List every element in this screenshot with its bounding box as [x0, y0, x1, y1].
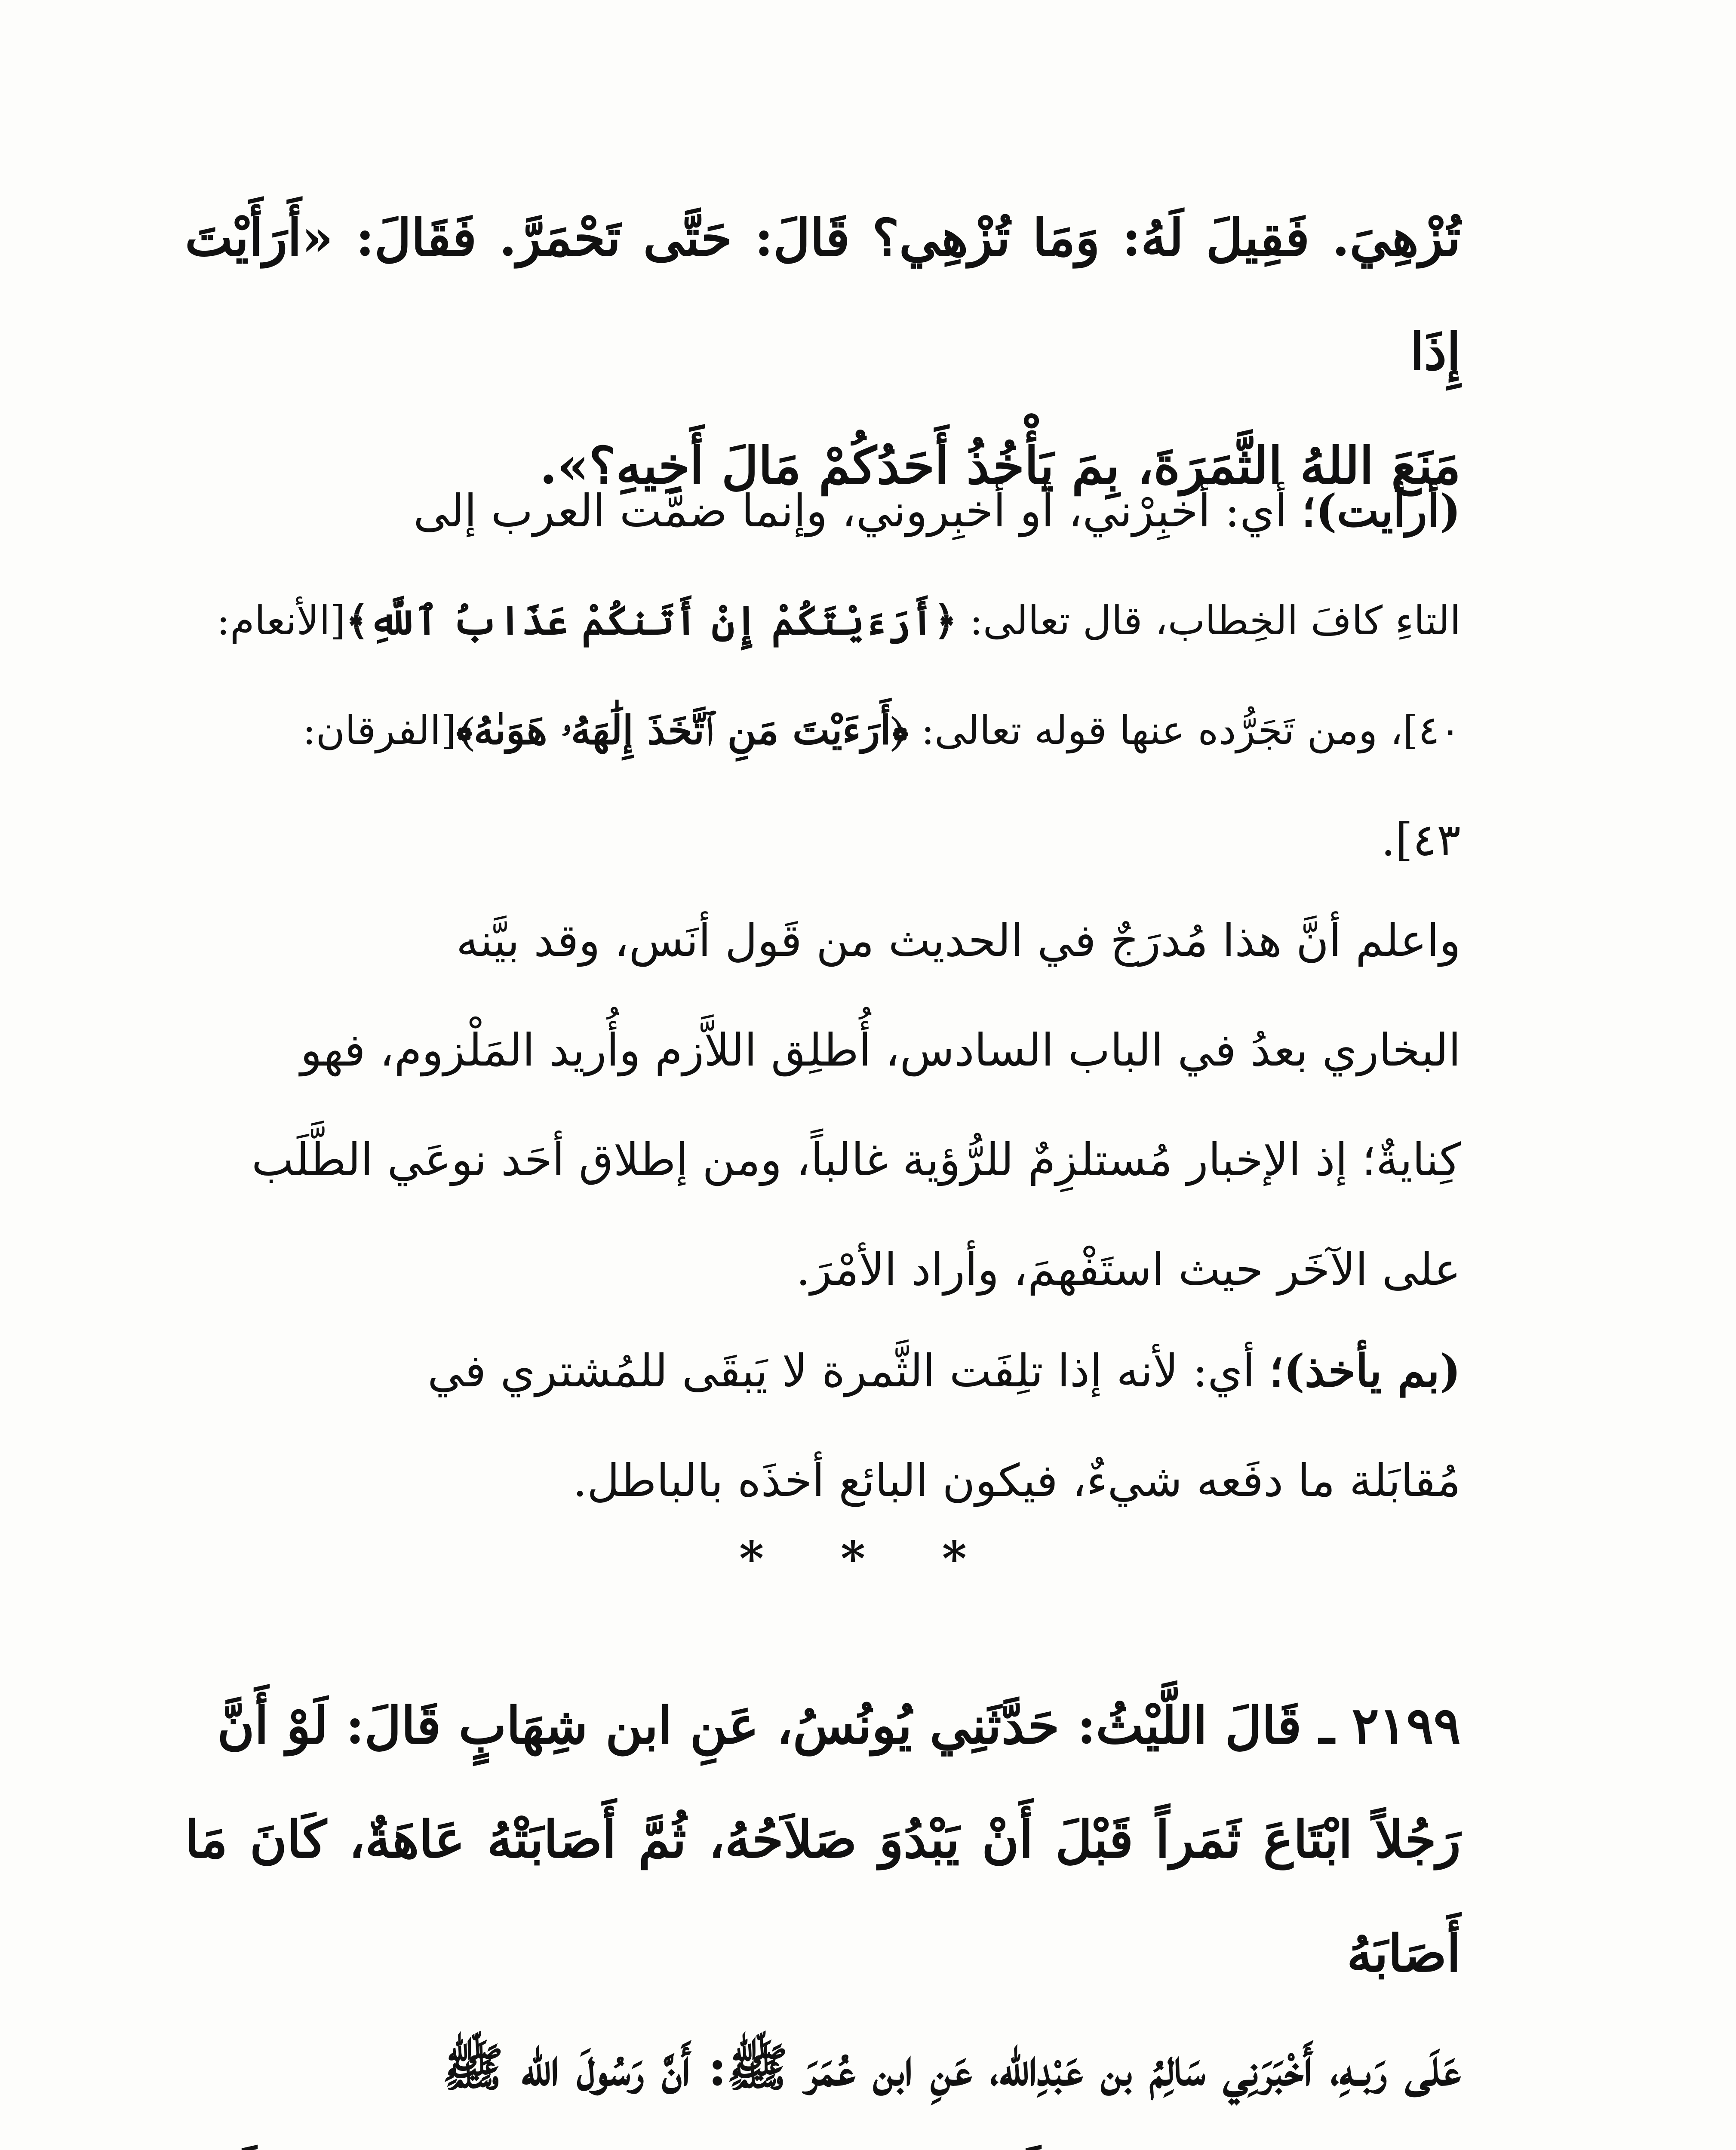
commentary-line: [185, 676, 1461, 785]
hadith-line: عَلَى رَبـهِ، أَخْبَرَنِي سَالِمُ بن عَبْدِالله، عَنِ ابن عُمَرَ ﷺ: أَنَّ رَسُولَ الله ﷺ: [442, 2037, 1461, 2097]
commentary-ala-rabbihi: [185, 2128, 1461, 2150]
commentary-text: أي: أخبِرْني، أو أَخبِروني، وإنما ضمَّت العرب إلى: [413, 485, 1302, 537]
quran-quote: ﴿أَرَءَيْتَ مَنِ ٱتَّخَذَ إِلَٰهَهُۥ هَوَىٰهُ﴾: [456, 707, 909, 753]
hadith-line: ٢١٩٩ ـ قَالَ اللَّيْثُ: حَدَّثَنِي يُونُسُ، عَنِ ابن شِهَابٍ قَالَ: لَوْ أَنَّ: [217, 1695, 1461, 1755]
commentary-mudraj: [185, 886, 1461, 1324]
surah-reference: [الفرقان:: [302, 707, 456, 753]
commentary-text: ٤٠]، ومن تَجَرُّده عنها قوله تعالى:: [908, 707, 1461, 753]
surah-reference: [الأنعام:: [216, 598, 346, 644]
commentary-lemma: (بم يأخذ)؛: [1269, 1344, 1461, 1397]
commentary-line: [185, 566, 1461, 676]
hadith-line: رَجُلاً ابْتَاعَ ثَمَراً قَبْلَ أَنْ يَبْدُوَ صَلاَحُهُ، ثُمَّ أَصَابَتْهُ عَاهَةٌ، كَانَ مَا أَصَابَهُ: [185, 1809, 1461, 1983]
section-separator: * * *: [739, 1531, 997, 1586]
hadith-line: مَنَعَ اللهُ الثَّمَرَةَ، بِمَ يَأْخُذُ أَحَدُكُمْ مَالَ أَخِيهِ؟».: [539, 436, 1461, 495]
commentary-arayta: [185, 456, 1461, 895]
hadith-2199: [185, 1668, 1461, 2150]
commentary-line: واعلم أنَّ هذا مُدرَجٌ في الحديث من قَول أنَس، وقد بيَّنه: [456, 914, 1461, 967]
commentary-lemma: (أرأيت)؛: [1301, 484, 1461, 537]
commentary-line: على الآخَر حيث استَفْهمَ، وأراد الأمْرَ.: [796, 1243, 1461, 1296]
commentary-line: [185, 2128, 1461, 2150]
commentary-line: [185, 456, 1461, 566]
commentary-line: [185, 1316, 1461, 1426]
commentary-text: التاءِ كافَ الخِطاب، قال تعالى:: [957, 598, 1461, 644]
commentary-text: أي: لأنه إذا تلِفَت الثَّمرة لا يَبقَى للمُشتري في: [427, 1345, 1269, 1397]
commentary-line: كِنايةٌ؛ إذ الإخبار مُستلزِمٌ للرُّؤية غالباً، ومن إطلاق أحَد نوعَي الطَّلَب: [252, 1133, 1461, 1186]
commentary-line: ٤٣].: [1381, 814, 1461, 866]
commentary-line: مُقابَلة ما دفَعه شيءٌ، فيكون البائع أخذَه بالباطل.: [572, 1454, 1461, 1507]
commentary-bima-yakhudh: [185, 1316, 1461, 1536]
hadith-line: تُزْهِيَ. فَقِيلَ لَهُ: وَمَا تُزْهِي؟ قَالَ: حَتَّى تَحْمَرَّ. فَقَالَ: «أَرَأَيْتَ إِذَا: [185, 208, 1461, 381]
commentary-line: البخاري بعدُ في الباب السادس، أُطلِق اللاَّزم وأُريد المَلْزوم، فهو: [300, 1024, 1461, 1076]
quran-quote: ﴿أَرَءَيْتَكُمْ إِنْ أَتَنكُمْ عَذَابُ ٱللَّهِ﴾: [345, 597, 957, 644]
